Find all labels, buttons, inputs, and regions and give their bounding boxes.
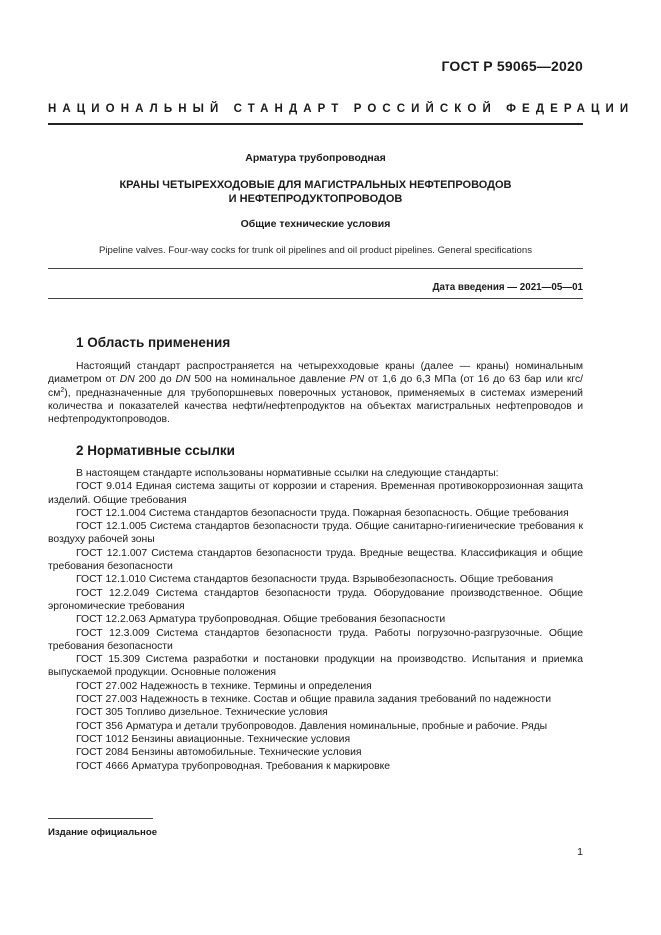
reference-item: ГОСТ 356 Арматура и детали трубопроводов. Давления номинальные, пробные и рабочие. Ряды bbox=[76, 720, 548, 732]
official-edition-label: Издание официальное bbox=[48, 827, 158, 838]
section-2-heading: 2 Нормативные ссылки bbox=[76, 443, 235, 458]
document-title-line-1: КРАНЫ ЧЕТЫРЕХХОДОВЫЕ ДЛЯ МАГИСТРАЛЬНЫХ НЕФТЕПРОВОДОВ bbox=[119, 179, 512, 191]
reference-item: ГОСТ 2084 Бензины автомобильные. Технические условия bbox=[76, 747, 362, 759]
reference-item: ГОСТ 27.003 Надежность в технике. Состав и общие правила задания требований по надежности bbox=[76, 694, 551, 706]
reference-item: ГОСТ 1012 Бензины авиационные. Технические условия bbox=[76, 733, 351, 745]
section-1-paragraph: Настоящий стандарт распространяется на четырехходовые краны (далее — краны) номинальным диаметром от DN 200 до DN 500 на номинальное давление PN от 1,6 до 6,3 МПа (от 16 до 63 бар или кгс/$см^2$), предназначенные для трубопоршневых поверочных установок, применяемых в системах измерений количества и показателей качества нефти/нефтепродуктов на объектах магистральных нефтепроводов и нефтепродуктопроводов. bbox=[48, 361, 584, 426]
title-divider-top bbox=[48, 268, 583, 269]
document-subtitle: Общие технические условия bbox=[240, 218, 391, 230]
document-title-line-2: И НЕФТЕПРОДУКТОПРОВОДОВ bbox=[228, 193, 403, 205]
reference-item: ГОСТ 15.309 Система разработки и постановки продукции на производство. Испытания и приемка выпускаемой продукции. Основные положения bbox=[48, 654, 583, 679]
footer-divider bbox=[48, 818, 153, 819]
reference-item: ГОСТ 12.2.063 Арматура трубопроводная. Общие требования безопасности bbox=[76, 614, 446, 626]
header-divider bbox=[48, 123, 583, 125]
english-title: Pipeline valves. Four-way cocks for trunk oil pipelines and oil product pipelines. General specifications bbox=[98, 245, 532, 256]
reference-item: ГОСТ 12.1.010 Система стандартов безопасности труда. Взрывобезопасность. Общие требования bbox=[76, 574, 554, 586]
section-1-heading: 1 Область применения bbox=[76, 335, 231, 350]
reference-item: ГОСТ 4666 Арматура трубопроводная. Требования к маркировке bbox=[76, 760, 391, 772]
reference-item: ГОСТ 12.2.049 Система стандартов безопасности труда. Оборудование производственное. Общие эргономические требования bbox=[48, 587, 583, 612]
national-standard-heading: НАЦИОНАЛЬНЫЙ СТАНДАРТ РОССИЙСКОЙ ФЕДЕРАЦИИ bbox=[48, 103, 635, 115]
normative-references-list bbox=[48, 467, 583, 773]
reference-item: ГОСТ 9.014 Единая система защиты от коррозии и старения. Временная противокоррозионная защита изделий. Общие требования bbox=[48, 481, 583, 506]
reference-item: ГОСТ 12.1.007 Система стандартов безопасности труда. Вредные вещества. Классификация и общие требования безопасности bbox=[48, 547, 583, 573]
reference-item: ГОСТ 12.1.005 Система стандартов безопасности труда. Общие санитарно-гигиенические требования к воздуху рабочей зоны bbox=[48, 521, 583, 546]
page-number: 1 bbox=[577, 846, 583, 858]
document-title bbox=[48, 178, 583, 206]
effective-date: Дата введения — 2021—05—01 bbox=[432, 282, 583, 293]
reference-item: ГОСТ 27.002 Надежность в технике. Термины и определения bbox=[76, 680, 372, 692]
reference-item: ГОСТ 12.1.004 Система стандартов безопасности труда. Пожарная безопасность. Общие требования bbox=[76, 507, 569, 519]
title-divider-bottom bbox=[48, 298, 583, 299]
section-1-body bbox=[48, 360, 583, 426]
reference-item: ГОСТ 305 Топливо дизельное. Технические условия bbox=[76, 707, 328, 719]
document-subject: Арматура трубопроводная bbox=[245, 152, 386, 164]
references-intro: В настоящем стандарте использованы нормативные ссылки на следующие стандарты: bbox=[76, 468, 499, 479]
reference-item: ГОСТ 12.3.009 Система стандартов безопасности труда. Работы погрузочно-разгрузочные. Общие требования безопасности bbox=[48, 627, 583, 652]
document-code: ГОСТ Р 59065—2020 bbox=[441, 58, 583, 74]
